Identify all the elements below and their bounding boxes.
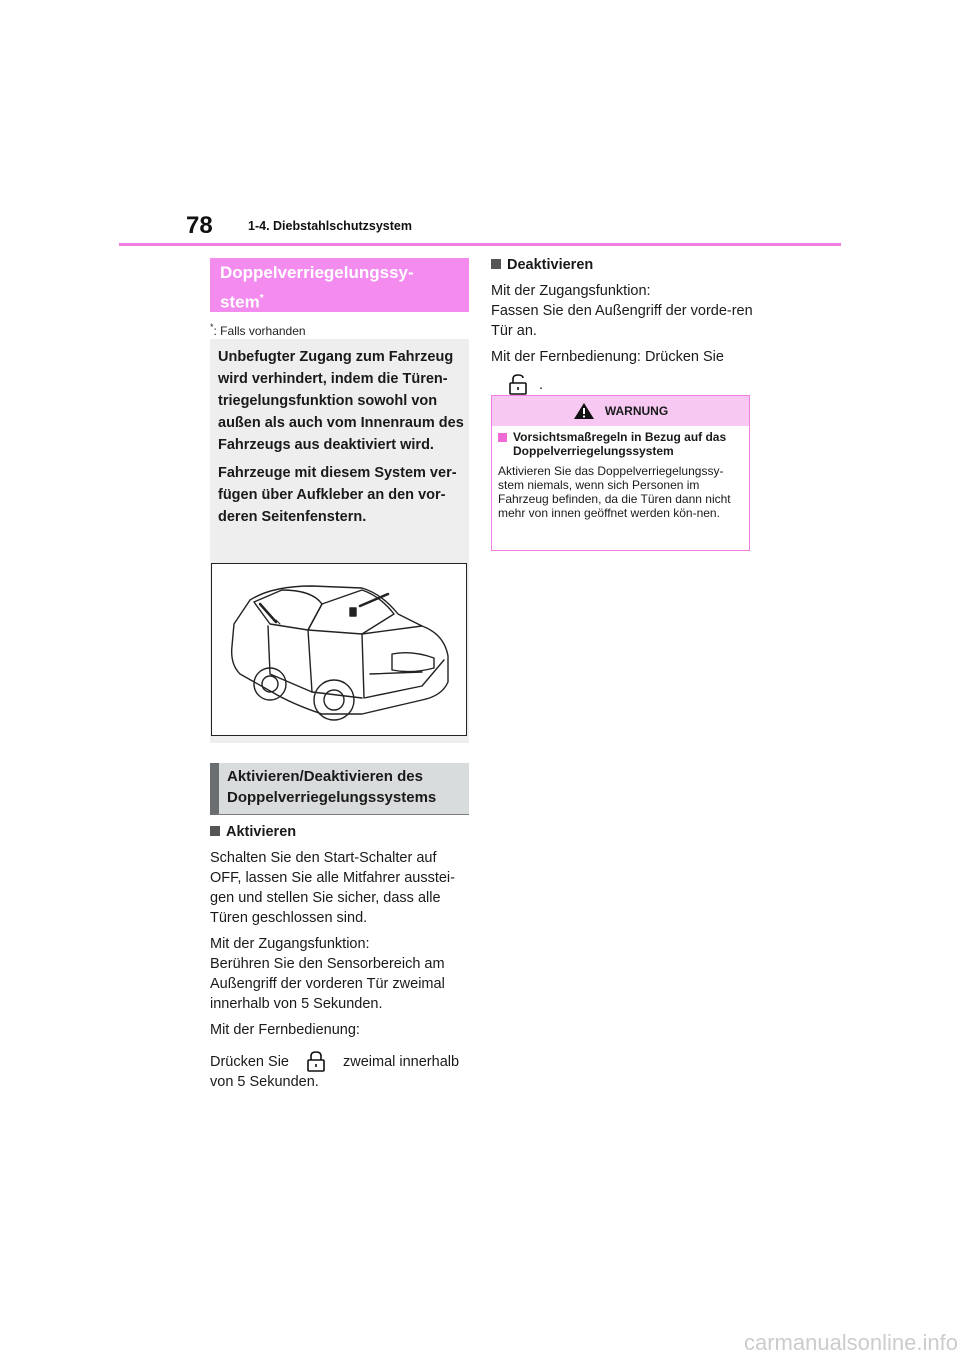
warning-box xyxy=(491,395,750,551)
lock-icon xyxy=(303,1050,329,1072)
deactivate-paragraph-1 xyxy=(491,281,753,341)
deactivate-heading-label: Deaktivieren xyxy=(507,257,594,273)
watermark: carmanualsonline.info xyxy=(743,1330,958,1355)
bullet-square-icon xyxy=(491,259,501,269)
activate-heading xyxy=(210,822,466,842)
section-title xyxy=(210,258,469,312)
header-rule xyxy=(119,243,841,246)
title-line-2: stem xyxy=(220,292,260,312)
warning-text: Aktivieren Sie das Doppelverriegelungssy-stem niemals, wenn sich Personen im Fahrzeug befinden, da die Türen dann nicht mehr von innen geöffnet werden kön-nen. xyxy=(498,464,731,520)
page-number: 78 xyxy=(186,212,213,239)
activate-access-text: Berühren Sie den Sensorbereich am Außengriff der vorderen Tür zweimal innerhalb von 5 Sekunden. xyxy=(210,956,445,1012)
intro-text xyxy=(218,346,466,534)
warning-body xyxy=(492,426,749,524)
warning-bullet-icon xyxy=(498,433,507,442)
title-asterisk: * xyxy=(259,293,264,304)
activate-paragraph-4 xyxy=(210,1050,466,1092)
footnote xyxy=(210,322,306,338)
chapter-title: 1-4. Diebstahlschutzsystem xyxy=(248,219,412,233)
warning-subheading xyxy=(498,430,743,458)
deactivate-access-label: Mit der Zugangsfunktion: xyxy=(491,283,651,299)
warning-title: WARNUNG xyxy=(604,404,669,418)
warning-header xyxy=(492,396,749,426)
deactivate-heading xyxy=(491,255,753,275)
activate-press-label: Drücken Sie xyxy=(210,1054,289,1070)
deactivate-end-dot: . xyxy=(539,377,544,393)
activate-paragraph-1: Schalten Sie den Start-Schalter auf OFF, lassen Sie alle Mitfahrer ausstei-gen und stellen Sie sicher, dass alle Türen geschlossen sind. xyxy=(210,850,455,926)
title-line-1: Doppelverriegelungssy- xyxy=(220,263,414,282)
car-drawing xyxy=(212,564,466,735)
car-illustration xyxy=(211,563,467,736)
footnote-mark: * xyxy=(210,322,214,332)
intro-paragraph-2: Fahrzeuge mit diesem System ver-fügen über Aufkleber an den vor-deren Seitenfenstern. xyxy=(218,465,457,525)
intro-paragraph-1: Unbefugter Zugang zum Fahrzeug wird verhindert, indem die Türen-triegelungsfunktion sowohl von außen als auch vom Innenraum des Fahrzeugs aus deaktiviert wird. xyxy=(218,349,464,453)
activate-paragraph-2 xyxy=(210,934,466,1014)
activate-section xyxy=(210,822,466,1098)
warning-subheading-text: Vorsichtsmaßregeln in Bezug auf das Doppelverriegelungssystem xyxy=(513,430,727,458)
unlock-icon xyxy=(505,373,531,395)
deactivate-section xyxy=(491,255,753,399)
deactivate-paragraph-2: Mit der Fernbedienung: Drücken Sie xyxy=(491,349,724,365)
activate-heading-label: Aktivieren xyxy=(226,824,297,840)
footnote-text: : Falls vorhanden xyxy=(213,324,306,338)
bullet-square-icon xyxy=(210,826,220,836)
activate-paragraph-3: Mit der Fernbedienung: xyxy=(210,1022,360,1038)
warning-triangle-icon xyxy=(573,402,595,420)
activate-access-label: Mit der Zugangsfunktion: xyxy=(210,936,370,952)
deactivate-access-text: Fassen Sie den Außengriff der vorde-ren Tür an. xyxy=(491,303,753,339)
section-heading: Aktivieren/Deaktivieren des Doppelverriegelungssystems xyxy=(210,763,469,815)
activate-press-text: zweimal innerhalb von 5 Sekunden. xyxy=(210,1054,460,1090)
